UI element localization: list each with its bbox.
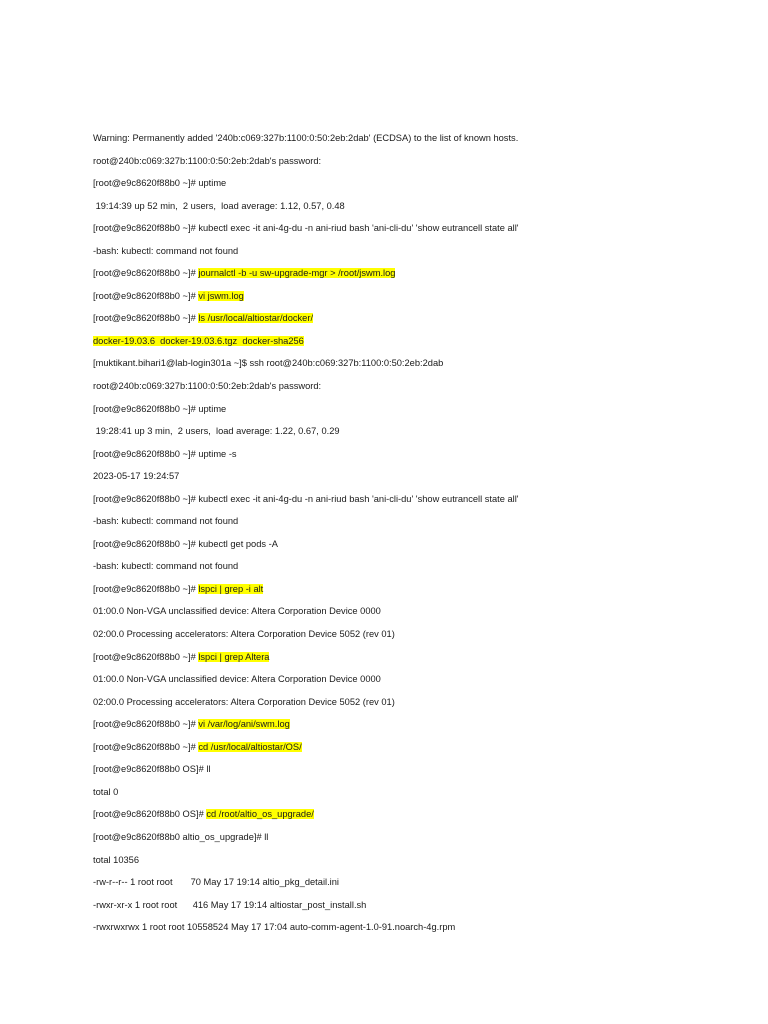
terminal-line: total 0 — [93, 786, 119, 797]
highlighted-command: lspci | grep Altera — [198, 651, 270, 662]
terminal-line: 19:28:41 up 3 min, 2 users, load average: 1.22, 0.67, 0.29 — [93, 426, 340, 437]
terminal-line: [root@e9c8620f88b0 ~]# kubectl exec -it ani-4g-du -n ani-riud bash 'ani-cli-du' 'show eutrancell state all' — [93, 493, 519, 504]
terminal-line: -bash: kubectl: command not found — [93, 561, 239, 572]
terminal-line: total 10356 — [93, 854, 140, 865]
terminal-line: [root@e9c8620f88b0 ~]# kubectl exec -it ani-4g-du -n ani-riud bash 'ani-cli-du' 'show eutrancell state all' — [93, 223, 519, 234]
terminal-line: 02:00.0 Processing accelerators: Altera Corporation Device 5052 (rev 01) — [93, 696, 395, 707]
terminal-line: -rw-r--r-- 1 root root 70 May 17 19:14 altio_pkg_detail.ini — [93, 877, 339, 888]
highlighted-command: journalctl -b -u sw-upgrade-mgr > /root/jswm.log — [198, 268, 396, 279]
terminal-line: -bash: kubectl: command not found — [93, 516, 239, 527]
terminal-line: root@240b:c069:327b:1100:0:50:2eb:2dab's password: — [93, 155, 322, 166]
terminal-line — [93, 740, 753, 763]
terminal-line: -rwxrwxrwx 1 root root 10558524 May 17 17:04 auto-comm-agent-1.0-91.noarch-4g.rpm — [93, 922, 456, 933]
terminal-line: 01:00.0 Non-VGA unclassified device: Altera Corporation Device 0000 — [93, 674, 381, 685]
command-prompt: [root@e9c8620f88b0 ~]# — [93, 719, 199, 730]
terminal-line — [93, 807, 753, 830]
terminal-line: -rwxr-xr-x 1 root root 416 May 17 19:14 altiostar_post_install.sh — [93, 899, 367, 910]
terminal-line: root@240b:c069:327b:1100:0:50:2eb:2dab's password: — [93, 381, 322, 392]
command-prompt: [root@e9c8620f88b0 ~]# — [93, 651, 199, 662]
terminal-line: [root@e9c8620f88b0 altio_os_upgrade]# ll — [93, 831, 269, 842]
command-prompt: [root@e9c8620f88b0 ~]# — [93, 313, 199, 324]
highlighted-command: cd /usr/local/altiostar/OS/ — [198, 741, 302, 752]
terminal-line: 01:00.0 Non-VGA unclassified device: Altera Corporation Device 0000 — [93, 606, 381, 617]
command-prompt: [root@e9c8620f88b0 ~]# — [93, 583, 199, 594]
highlighted-command: vi jswm.log — [198, 290, 244, 301]
terminal-line — [93, 717, 753, 740]
highlighted-command: vi /var/log/ani/swm.log — [198, 719, 290, 730]
terminal-line: [root@e9c8620f88b0 ~]# uptime — [93, 403, 227, 414]
terminal-line — [93, 650, 753, 673]
terminal-line: 02:00.0 Processing accelerators: Altera Corporation Device 5052 (rev 01) — [93, 629, 395, 640]
terminal-line: 19:14:39 up 52 min, 2 users, load average: 1.12, 0.57, 0.48 — [93, 200, 345, 211]
terminal-line — [93, 582, 753, 605]
terminal-line: Warning: Permanently added '240b:c069:327b:1100:0:50:2eb:2dab' (ECDSA) to the list of known hosts. — [93, 133, 519, 143]
terminal-line — [93, 266, 753, 289]
terminal-line — [93, 289, 753, 312]
highlighted-command: cd /root/altio_os_upgrade/ — [206, 809, 314, 820]
command-prompt: [root@e9c8620f88b0 OS]# — [93, 809, 207, 820]
command-prompt: [root@e9c8620f88b0 ~]# — [93, 268, 199, 279]
terminal-line: [muktikant.bihari1@lab-login301a ~]$ ssh root@240b:c069:327b:1100:0:50:2eb:2dab — [93, 358, 444, 369]
command-prompt: [root@e9c8620f88b0 ~]# — [93, 290, 199, 301]
terminal-line: -bash: kubectl: command not found — [93, 245, 239, 256]
highlighted-command: ls /usr/local/altiostar/docker/ — [198, 313, 314, 324]
command-prompt: [root@e9c8620f88b0 ~]# — [93, 741, 199, 752]
highlighted-command: lspci | grep -i alt — [198, 583, 264, 594]
highlighted-command: docker-19.03.6 docker-19.03.6.tgz docker-sha256 — [93, 335, 304, 346]
terminal-line: [root@e9c8620f88b0 ~]# kubectl get pods -A — [93, 538, 278, 549]
terminal-line — [93, 334, 753, 357]
terminal-line: [root@e9c8620f88b0 OS]# ll — [93, 764, 211, 775]
terminal-line — [93, 311, 753, 334]
terminal-line: 2023-05-17 19:24:57 — [93, 471, 180, 482]
document-page — [93, 131, 753, 943]
terminal-line: [root@e9c8620f88b0 ~]# uptime -s — [93, 448, 237, 459]
terminal-line: [root@e9c8620f88b0 ~]# uptime — [93, 178, 227, 189]
